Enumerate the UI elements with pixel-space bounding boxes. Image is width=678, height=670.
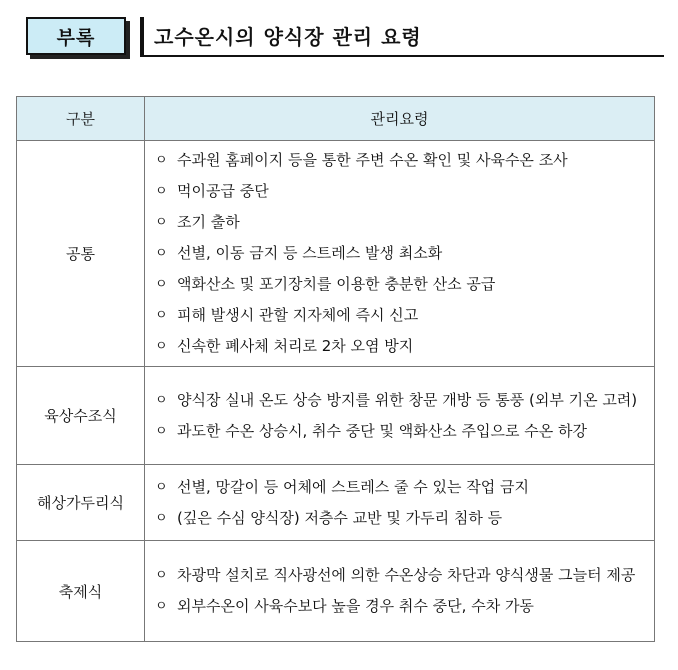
table-row-pond — [17, 541, 655, 642]
list-item — [155, 145, 642, 176]
bullet-icon: ㅇ — [155, 308, 168, 323]
category-cell: 공통 — [17, 141, 145, 367]
bullet-icon: ㅇ — [155, 423, 168, 439]
title-divider — [140, 17, 144, 57]
item-text: 액화산소 및 포기장치를 이용한 충분한 산소 공급 — [177, 275, 496, 293]
title-underline — [140, 55, 664, 57]
items-cell — [145, 141, 655, 367]
bullet-icon: ㅇ — [155, 153, 168, 168]
item-text: 선별, 이동 금지 등 스트레스 발생 최소화 — [177, 244, 443, 262]
category-cell: 육상수조식 — [17, 367, 145, 465]
list-item — [155, 300, 642, 331]
bullet-icon: ㅇ — [155, 510, 168, 526]
list-item — [155, 560, 642, 591]
category-cell: 축제식 — [17, 541, 145, 642]
bullet-icon: ㅇ — [155, 599, 168, 614]
table-header-row — [17, 97, 655, 141]
bullet-icon: ㅇ — [155, 215, 168, 230]
item-text: 피해 발생시 관할 지자체에 즉시 신고 — [177, 306, 419, 324]
item-text: 차광막 설치로 직사광선에 의한 수온상승 차단과 양식생물 그늘터 제공 — [177, 566, 636, 584]
bullet-icon: ㅇ — [155, 246, 168, 261]
guideline-table — [16, 96, 655, 642]
item-text: 양식장 실내 온도 상승 방지를 위한 창문 개방 등 통풍 (외부 기온 고려) — [177, 390, 638, 409]
table-row-land-tank — [17, 367, 655, 465]
header-guidelines: 관리요령 — [145, 97, 655, 141]
list-item — [155, 591, 642, 622]
category-cell: 해상가두리식 — [17, 465, 145, 541]
bullet-icon: ㅇ — [155, 568, 168, 583]
table-row-sea-cage — [17, 465, 655, 541]
item-text: 과도한 수온 상승시, 취수 중단 및 액화산소 주입으로 수온 하강 — [177, 421, 587, 440]
appendix-tag: 부록 — [26, 17, 126, 55]
bullet-icon: ㅇ — [155, 339, 168, 354]
list-item — [155, 503, 642, 534]
bullet-icon: ㅇ — [155, 392, 168, 408]
list-item — [155, 472, 642, 503]
page-title: 고수온시의 양식장 관리 요령 — [154, 25, 422, 49]
list-item — [155, 238, 642, 269]
bullet-icon: ㅇ — [155, 184, 168, 199]
list-item — [155, 331, 642, 362]
table-row-common — [17, 141, 655, 367]
appendix-header — [26, 17, 664, 59]
items-cell — [145, 465, 655, 541]
item-text: (깊은 수심 양식장) 저층수 교반 및 가두리 침하 등 — [177, 508, 503, 527]
list-item — [155, 416, 642, 447]
list-item — [155, 385, 642, 416]
item-text: 먹이공급 중단 — [177, 182, 269, 200]
item-text: 외부수온이 사육수보다 높을 경우 취수 중단, 수차 가동 — [177, 597, 534, 615]
item-text: 선별, 망갈이 등 어체에 스트레스 줄 수 있는 작업 금지 — [177, 477, 529, 496]
list-item — [155, 269, 642, 300]
list-item — [155, 176, 642, 207]
item-text: 조기 출하 — [177, 213, 240, 231]
bullet-icon: ㅇ — [155, 479, 168, 495]
header-category: 구분 — [17, 97, 145, 141]
item-text: 신속한 폐사체 처리로 2차 오염 방지 — [177, 337, 414, 355]
item-text: 수과원 홈페이지 등을 통한 주변 수온 확인 및 사육수온 조사 — [177, 151, 568, 169]
list-item — [155, 207, 642, 238]
items-cell — [145, 541, 655, 642]
items-cell — [145, 367, 655, 465]
bullet-icon: ㅇ — [155, 277, 168, 292]
